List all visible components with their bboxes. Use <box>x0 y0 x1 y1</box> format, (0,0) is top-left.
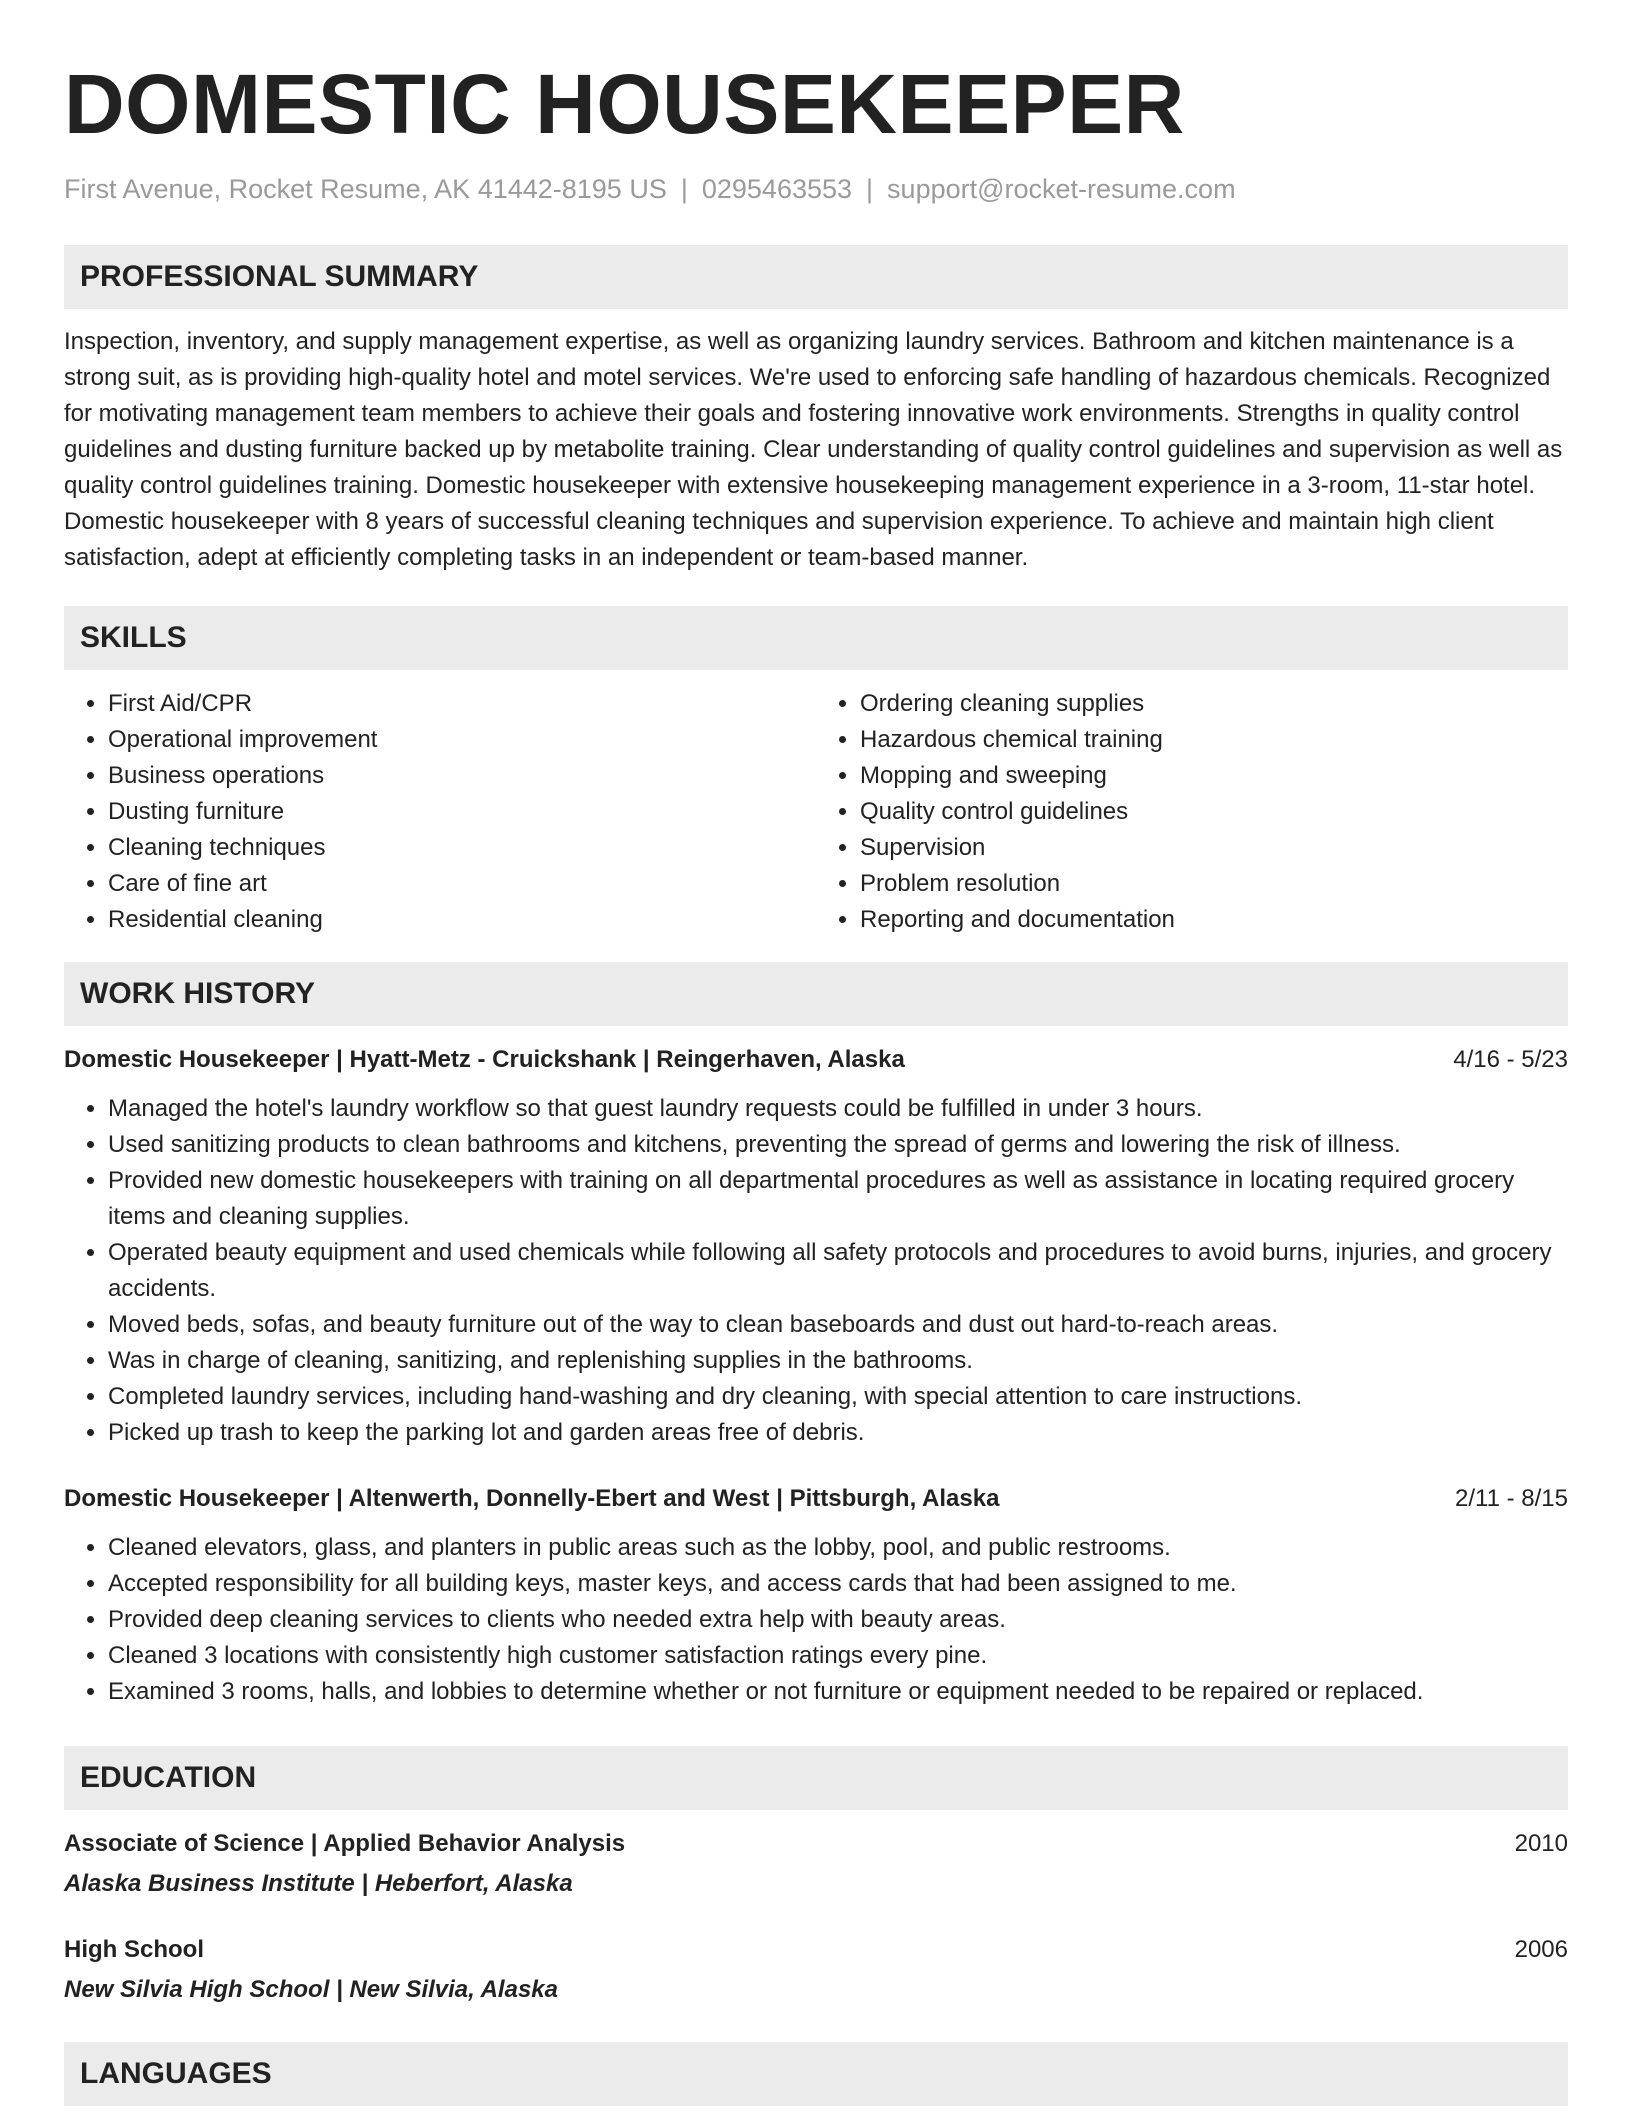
job-bullet: • Used sanitizing products to clean bathrooms and kitchens, preventing the spread of germs and lowering the risk of illness. <box>108 1127 1568 1163</box>
job-header <box>64 1481 1568 1517</box>
skill-item: • Cleaning techniques <box>108 830 816 866</box>
phone: 0295463553 <box>701 174 853 204</box>
address: First Avenue, Rocket Resume, AK 41442-8195 US <box>64 174 667 204</box>
section-heading-summary: PROFESSIONAL SUMMARY <box>64 245 1568 309</box>
job-bullet: • Managed the hotel's laundry workflow so that guest laundry requests could be fulfilled in under 3 hours. <box>108 1091 1568 1127</box>
education-school: Alaska Business Institute | Heberfort, Alaska <box>64 1870 573 1897</box>
skill-item: • Problem resolution <box>860 866 1568 902</box>
job-bullet: • Picked up trash to keep the parking lot and garden areas free of debris. <box>108 1415 1568 1451</box>
education-year: 2010 <box>1514 1830 1568 1857</box>
job-bullet: • Operated beauty equipment and used chemicals while following all safety protocols and procedures to avoid burns, injuries, and grocery accidents. <box>108 1235 1568 1307</box>
skills-list <box>64 686 1568 938</box>
job-dates: 2/11 - 8/15 <box>1455 1485 1568 1512</box>
skill-item: • Supervision <box>860 830 1568 866</box>
education-degree: High School <box>64 1936 204 1963</box>
job-bullets <box>64 1091 1568 1451</box>
job-bullet: • Was in charge of cleaning, sanitizing, and replenishing supplies in the bathrooms. <box>108 1343 1568 1379</box>
job-entry <box>64 1042 1568 1451</box>
education-header <box>64 1932 1568 1968</box>
skill-item: • Mopping and sweeping <box>860 758 1568 794</box>
education-degree: Associate of Science | Applied Behavior Analysis <box>64 1830 626 1857</box>
job-bullet: • Cleaned elevators, glass, and planters in public areas such as the lobby, pool, and public restrooms. <box>108 1530 1568 1566</box>
email: support@rocket-resume.com <box>887 174 1236 204</box>
job-bullet: • Accepted responsibility for all building keys, master keys, and access cards that had been assigned to me. <box>108 1566 1568 1602</box>
skill-item: • Dusting furniture <box>108 794 816 830</box>
job-bullet: • Examined 3 rooms, halls, and lobbies to determine whether or not furniture or equipment needed to be repaired or replaced. <box>108 1674 1568 1710</box>
skill-item: • Care of fine art <box>108 866 816 902</box>
skill-item: • Reporting and documentation <box>860 902 1568 938</box>
education-header <box>64 1826 1568 1862</box>
skill-item: • First Aid/CPR <box>108 686 816 722</box>
skill-item: • Operational improvement <box>108 722 816 758</box>
skill-item: • Business operations <box>108 758 816 794</box>
job-bullet: • Moved beds, sofas, and beauty furniture out of the way to clean baseboards and dust out hard-to-reach areas. <box>108 1307 1568 1343</box>
education-school: New Silvia High School | New Silvia, Alaska <box>64 1976 558 2003</box>
separator: | <box>866 174 874 204</box>
candidate-name: DOMESTIC HOUSEKEEPER <box>64 57 1185 151</box>
skill-item: • Residential cleaning <box>108 902 816 938</box>
section-heading-skills: SKILLS <box>64 606 1568 670</box>
section-heading-work-history: WORK HISTORY <box>64 962 1568 1026</box>
skill-item: • Quality control guidelines <box>860 794 1568 830</box>
job-header <box>64 1042 1568 1078</box>
job-entry <box>64 1481 1568 1710</box>
skills-column-right <box>816 686 1568 938</box>
contact-line <box>64 172 1568 206</box>
separator: | <box>680 174 688 204</box>
job-dates: 4/16 - 5/23 <box>1453 1046 1568 1073</box>
job-bullet: • Completed laundry services, including hand-washing and dry cleaning, with special attention to care instructions. <box>108 1379 1568 1415</box>
job-bullet: • Cleaned 3 locations with consistently high customer satisfaction ratings every pine. <box>108 1638 1568 1674</box>
job-title: Domestic Housekeeper | Altenwerth, Donnelly-Ebert and West | Pittsburgh, Alaska <box>64 1485 1000 1512</box>
section-heading-languages: LANGUAGES <box>64 2042 1568 2106</box>
summary-text: Inspection, inventory, and supply management expertise, as well as organizing laundry services. Bathroom and kitchen maintenance is a strong suit, as is providing high-quality hotel and motel services. We're used to enforcing safe handling of hazardous chemicals. Recognized for motivating management team members to achieve their goals and fostering innovative work environments. Strengths in quality control guidelines and dusting furniture backed up by metabolite training. Clear understanding of quality control guidelines and supervision as well as quality control guidelines training. Domestic housekeeper with extensive housekeeping management experience in a 3-room, 11-star hotel. Domestic housekeeper with 8 years of successful cleaning techniques and supervision experience. To achieve and maintain high client satisfaction, adept at efficiently completing tasks in an independent or team-based manner. <box>64 328 1563 571</box>
job-bullet: • Provided deep cleaning services to clients who needed extra help with beauty areas. <box>108 1602 1568 1638</box>
section-heading-education: EDUCATION <box>64 1746 1568 1810</box>
job-title: Domestic Housekeeper | Hyatt-Metz - Cruickshank | Reingerhaven, Alaska <box>64 1046 905 1073</box>
education-year: 2006 <box>1514 1936 1568 1963</box>
skill-item: • Hazardous chemical training <box>860 722 1568 758</box>
skill-item: • Ordering cleaning supplies <box>860 686 1568 722</box>
job-bullets <box>64 1530 1568 1710</box>
education-entry <box>64 1826 1568 1902</box>
skills-column-left <box>64 686 816 938</box>
job-bullet: • Provided new domestic housekeepers with training on all departmental procedures as well as assistance in locating required grocery items and cleaning supplies. <box>108 1163 1568 1235</box>
education-entry <box>64 1932 1568 2008</box>
